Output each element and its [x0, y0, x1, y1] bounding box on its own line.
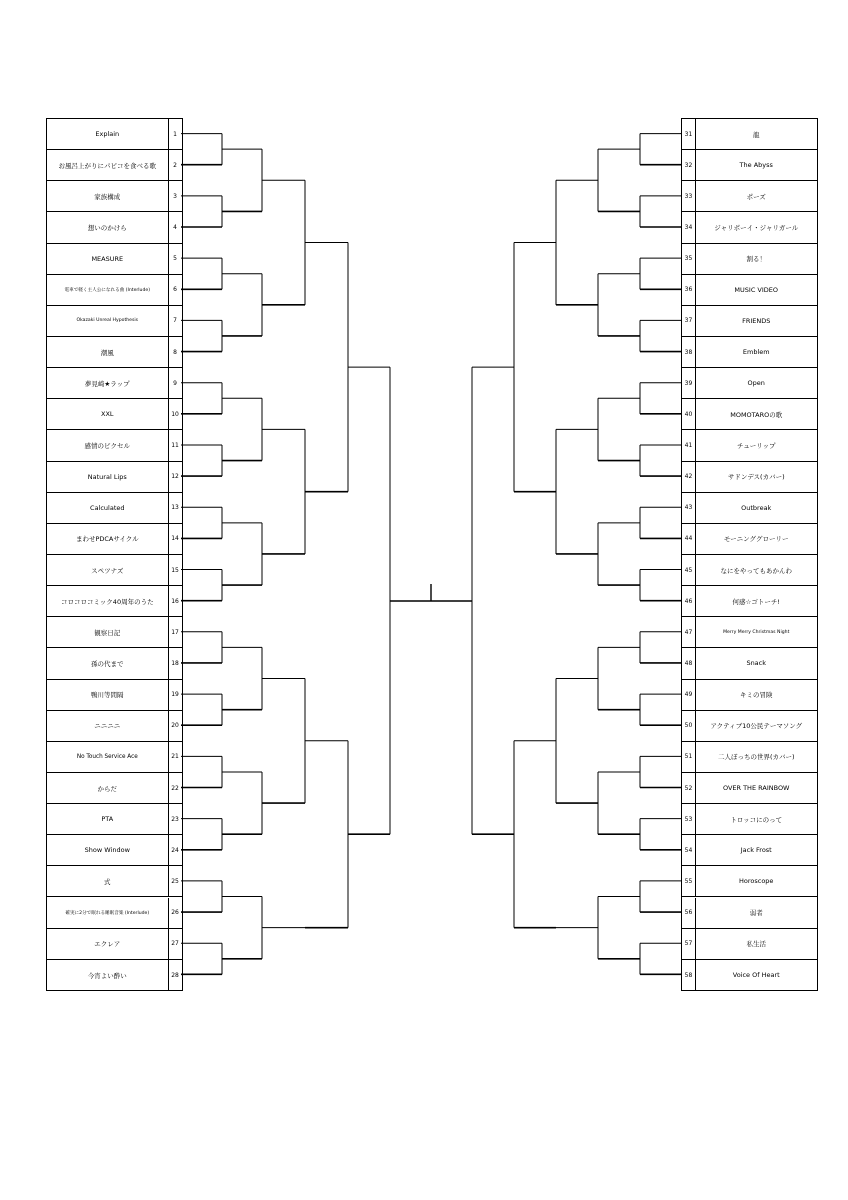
entry-title: The Abyss: [739, 161, 773, 170]
entry-title: MEASURE: [91, 254, 124, 263]
entry-number: 31: [682, 119, 696, 149]
entry-title: トロッコにのって: [730, 815, 783, 824]
entry-title: 鴨川等間隔: [91, 691, 124, 700]
entry-number: 6: [168, 275, 182, 305]
entry-number: 40: [682, 399, 696, 429]
entry-number: 2: [168, 150, 182, 180]
entry-title: Horoscope: [739, 877, 774, 886]
entry-title: モーニンググローリー: [723, 535, 789, 544]
entry-number: 56: [682, 898, 696, 928]
entry-number: 17: [168, 617, 182, 647]
entry-title: MUSIC VIDEO: [734, 285, 779, 294]
entry-title: 家族構成: [94, 192, 121, 201]
entry-title: Emblem: [742, 348, 770, 357]
entry-number: 43: [682, 493, 696, 523]
entry-title: 弱者: [749, 909, 763, 918]
entry-title: ジャリボーイ・ジャリガール: [714, 223, 799, 232]
entry-number: 4: [168, 212, 182, 242]
entry-number: 50: [682, 711, 696, 741]
entry-number: 11: [168, 430, 182, 460]
entry-number: 38: [682, 337, 696, 367]
entry-number: 55: [682, 866, 696, 896]
entry-title: Open: [747, 379, 765, 388]
entry-number: 24: [168, 835, 182, 865]
entry-number: 52: [682, 773, 696, 803]
entry-number: 3: [168, 181, 182, 211]
entry-number: 47: [682, 617, 696, 647]
entry-number: 25: [168, 866, 182, 896]
entry-number: 37: [682, 306, 696, 336]
entry-title: まわせPDCAサイクル: [75, 535, 139, 544]
entry-title: Outbreak: [741, 503, 772, 512]
entry-number: 27: [168, 929, 182, 959]
entry-number: 19: [168, 680, 182, 710]
entry-title: 潮風: [100, 348, 114, 357]
entry-number: 28: [168, 960, 182, 991]
entry-title: アクティブ10公民テーマソング: [710, 722, 803, 731]
entry-number: 33: [682, 181, 696, 211]
entry-title: Jack Frost: [740, 846, 772, 855]
entry-number: 18: [168, 648, 182, 678]
entry-title: 電車で軽く主人公になれる曲 (Interlude): [64, 287, 151, 293]
entry-number: 54: [682, 835, 696, 865]
entry-title: 確実に2分で眠れる睡眠音楽 (Interlude): [65, 910, 150, 916]
entry-title: PTA: [101, 815, 114, 824]
entry-title: 何感☆ゴトーチ!: [732, 597, 780, 606]
entry-title: Voice Of Heart: [732, 971, 780, 980]
entry-number: 35: [682, 244, 696, 274]
entry-title: チューリップ: [736, 441, 776, 450]
entry-title: Explain: [95, 130, 120, 139]
entry-number: 15: [168, 555, 182, 585]
entry-number: 20: [168, 711, 182, 741]
entry-number: 10: [168, 399, 182, 429]
entry-number: 16: [168, 586, 182, 616]
entry-title: 式: [104, 877, 111, 886]
entry-title: 割る！: [746, 255, 766, 264]
entry-number: 41: [682, 430, 696, 460]
entry-title: サドンデス(カバー): [727, 473, 785, 482]
entry-number: 12: [168, 462, 182, 492]
entry-title: コロコロコミック40周年のうた: [60, 597, 154, 606]
entry-number: 49: [682, 680, 696, 710]
entry-number: 57: [682, 929, 696, 959]
entry-title: XXL: [101, 410, 114, 419]
entry-title: からだ: [97, 784, 118, 793]
entry-title: Merry Merry Christmas Night: [723, 629, 790, 635]
entry-title: エクレア: [94, 940, 121, 949]
entry-title: No Touch Service Ace: [76, 753, 138, 760]
entry-title: 今宵よい酔い: [87, 971, 127, 980]
entry-number: 8: [168, 337, 182, 367]
entry-title: OVER THE RAINBOW: [722, 784, 790, 792]
entry-title: 観察日記: [94, 628, 121, 637]
entry-number: 13: [168, 493, 182, 523]
entry-title: お風呂上がりにパピコを食べる歌: [58, 161, 157, 170]
entry-title: MOMOTAROの歌: [730, 410, 783, 419]
entry-number: 22: [168, 773, 182, 803]
entry-number: 42: [682, 462, 696, 492]
entry-number: 14: [168, 524, 182, 554]
entry-title: Show Window: [84, 846, 130, 855]
entry-number: 58: [682, 960, 696, 991]
entry-number: 23: [168, 804, 182, 834]
entry-title: なにをやってもあかんわ: [720, 566, 792, 575]
entry-number: 7: [168, 306, 182, 336]
entry-number: 21: [168, 742, 182, 772]
entry-number: 1: [168, 119, 182, 149]
entry-number: 48: [682, 648, 696, 678]
entry-title: ニニニニ: [94, 722, 121, 731]
entry-title: 龍: [752, 130, 760, 139]
entry-number: 44: [682, 524, 696, 554]
entry-number: 32: [682, 150, 696, 180]
entry-number: 39: [682, 368, 696, 398]
entry-title: ポーズ: [746, 192, 766, 201]
entry-number: 46: [682, 586, 696, 616]
entry-number: 51: [682, 742, 696, 772]
entry-title: 孫の代まで: [91, 659, 124, 668]
entry-title: 私生活: [746, 940, 766, 949]
entry-title: キミの冒険: [739, 691, 773, 700]
entry-title: Okazaki Unreal Hypothesis: [76, 318, 139, 324]
entry-number: 36: [682, 275, 696, 305]
entry-number: 45: [682, 555, 696, 585]
entry-title: 二人ぼっちの世界(カバー): [717, 753, 795, 762]
entry-title: 夢見崎★ラップ: [84, 379, 130, 388]
entry-title: 想いのかけら: [87, 223, 127, 232]
entry-title: FRIENDS: [742, 316, 771, 325]
entry-title: Snack: [746, 659, 767, 668]
entry-title: スペツナズ: [91, 566, 124, 575]
entry-number: 34: [682, 212, 696, 242]
entry-number: 53: [682, 804, 696, 834]
entry-number: 9: [168, 368, 182, 398]
entry-title: Calculated: [90, 503, 125, 512]
entry-title: Natural Lips: [87, 472, 127, 481]
entry-number: 5: [168, 244, 182, 274]
entry-number: 26: [168, 898, 182, 928]
entry-title: 感情のピクセル: [84, 441, 131, 450]
